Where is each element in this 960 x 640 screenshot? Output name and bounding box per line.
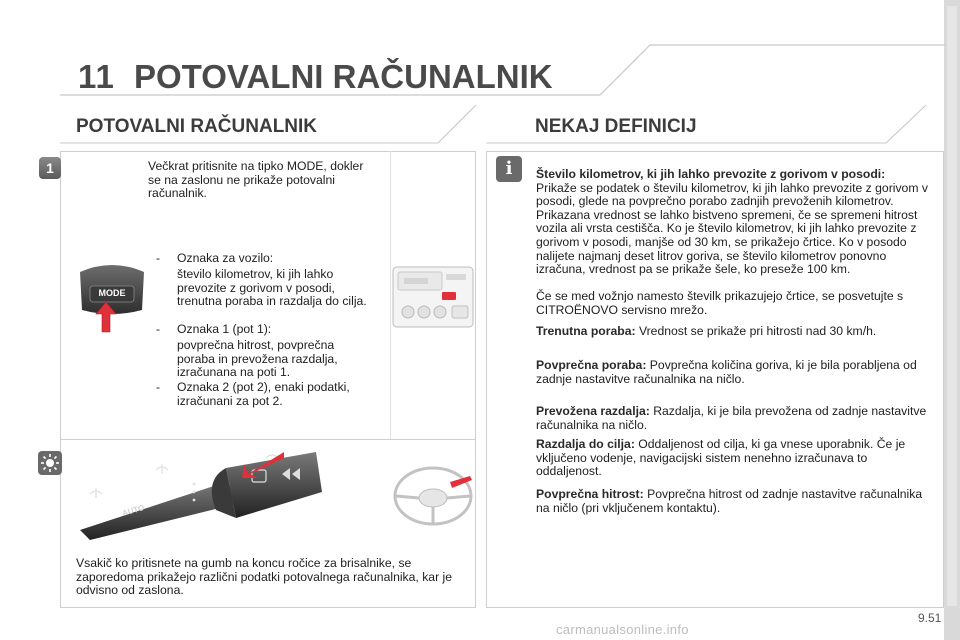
stalk-footer-text: Vsakič ko pritisnete na gumb na koncu ročice za brisalnike, se zaporedoma prikažejo različni podatki potovalnega računalnika, kar je odvisno od zaslona.	[76, 556, 452, 598]
definition-range	[536, 168, 936, 277]
definition-range-term: Število kilometrov, ki jih lahko prevozite z gorivom v posodi:	[536, 167, 886, 181]
right-section-rule	[486, 102, 946, 146]
steering-wheel-illustration	[392, 462, 474, 526]
right-section-title: NEKAJ DEFINICIJ	[535, 116, 697, 137]
list-dash-1: -	[156, 251, 161, 265]
page-number: 9.51	[918, 611, 942, 625]
definition-average-speed-text: Povprečna hitrost od zadnje nastavitve računalnika na ničlo (pri vključenem kontaktu).	[536, 487, 923, 515]
info-badge-letter: i	[505, 158, 513, 179]
list-item-1-detail: število kilometrov, ki jih lahko prevozite z gorivom v posodi, trenutna poraba in razdalja do cilja.	[177, 267, 367, 309]
list-dash-2: -	[156, 322, 161, 336]
left-panel-divider	[60, 439, 476, 440]
definition-average-consumption	[536, 359, 936, 386]
light-badge-icon	[38, 451, 62, 475]
list-dash-3: -	[156, 380, 161, 394]
left-section-title: POTOVALNI RAČUNALNIK	[76, 116, 318, 137]
definition-average-speed-term: Povprečna hitrost:	[536, 487, 644, 501]
mode-button-label: MODE	[98, 288, 126, 298]
stalk-auto-label: AUTO	[121, 503, 146, 518]
definition-dashes-note: Če se med vožnjo namesto številk prikazujejo črtice, se posvetujte s CITROËNOVO servisno mrežo.	[536, 289, 904, 317]
audio-unit-illustration	[392, 266, 474, 328]
wiper-stalk-illustration	[76, 448, 376, 540]
list-item-2-title: Oznaka 1 (pot 1):	[177, 322, 272, 336]
definition-distance-travelled-term: Prevožena razdalja:	[536, 404, 650, 418]
step-badge: 1	[39, 157, 61, 179]
definition-average-consumption-term: Povprečna poraba:	[536, 358, 647, 372]
intro-text: Večkrat pritisnite na tipko MODE, dokler se na zaslonu ne prikaže potovalni računalnik.	[148, 159, 364, 201]
chapter-title: POTOVALNI RAČUNALNIK	[134, 58, 553, 95]
definition-range-text: Prikaže se podatek o številu kilometrov, ki jih lahko prevozite z gorivom v posodi, glede na povprečno porabo zadnjih prevoženih kilometrov. Prikazana vrednost se lahko bistveno spremeni, če se spremeni hitrost vozila ali vrsta cestišča. Ko je število kilometrov, ki jih lahko prevozite z gorivom v posodi, manjše od 30 km, se prikažejo črtice. Ko v posodo nalijete najmanj deset litrov goriva, se število kilometrov ponovno izračuna, vrednost pa se prikaže šele, ko preseže 100 km.	[536, 180, 928, 277]
definition-distance-to-destination-term: Razdalja do cilja:	[536, 437, 635, 451]
list-item-1-title: Oznaka za vozilo:	[177, 251, 274, 265]
definition-average-speed	[536, 488, 936, 515]
definition-current-consumption-term: Trenutna poraba:	[536, 324, 636, 338]
mode-button-illustration	[76, 262, 148, 334]
red-pointer-arrow	[240, 448, 286, 480]
definition-distance-to-destination	[536, 438, 936, 479]
definition-distance-travelled	[536, 405, 936, 432]
definition-current-consumption	[536, 325, 936, 339]
list-item-2-detail: povprečna hitrost, povprečna poraba in prevožena razdalja, izračunana na poti 1.	[177, 338, 338, 380]
left-section-rule	[60, 102, 480, 146]
definition-distance-travelled-text: Razdalja, ki je bila prevožena od zadnje nastavitve računalnika na ničlo.	[536, 404, 927, 432]
definition-distance-to-destination-text: Oddaljenost od cilja, ki ga vnese uporabnik. Če je vključeno vodenje, navigacijski sistem nenehno izračunava to oddaljenost.	[536, 437, 906, 479]
definition-current-consumption-text: Vrednost se prikaže pri hitrosti nad 30 km/h.	[638, 324, 877, 338]
list-item-3-title: Oznaka 2 (pot 2), enaki podatki, izračunani za pot 2.	[177, 380, 350, 408]
watermark: carmanualsonline.info	[556, 622, 689, 637]
definition-average-consumption-text: Povprečna količina goriva, ki je bila porabljena od zadnje nastavitve računalnika na ničlo.	[536, 358, 917, 386]
chapter-number: 11	[78, 58, 115, 95]
